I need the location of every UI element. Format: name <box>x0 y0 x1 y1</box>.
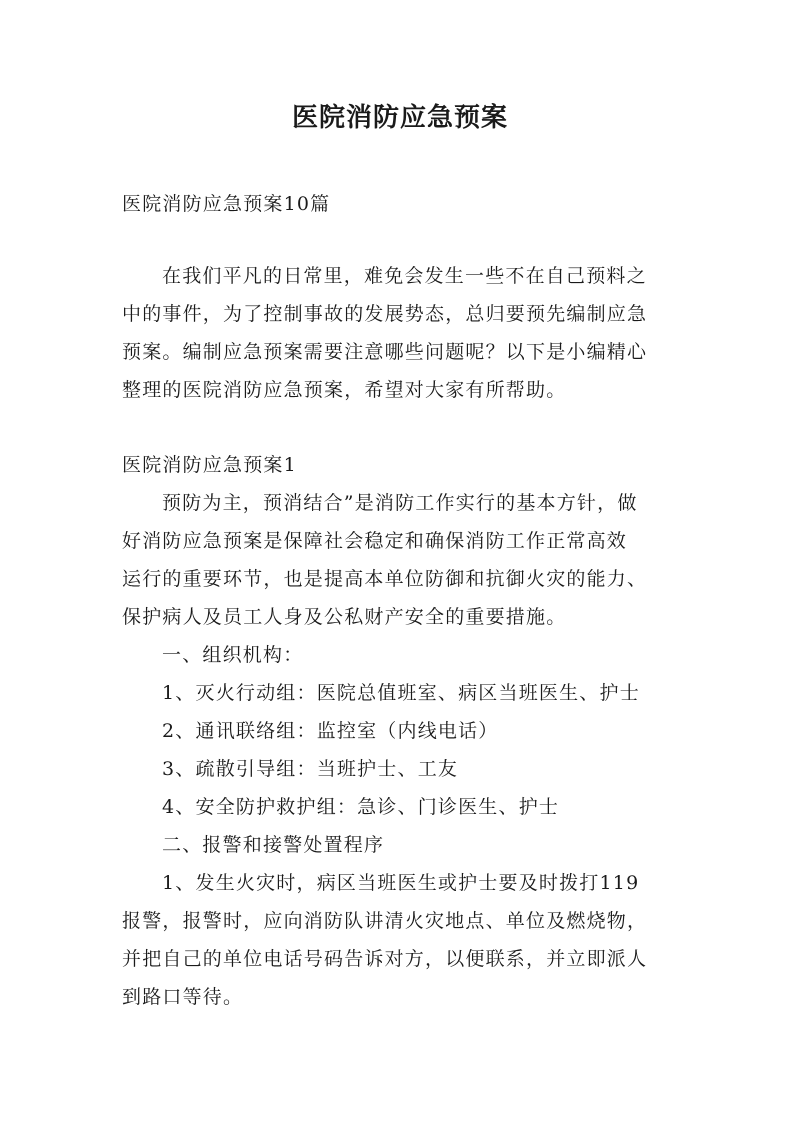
section-heading: 医院消防应急预案1 <box>122 454 297 476</box>
alarm-paragraph-line: 并把自己的单位电话号码告诉对方，以便联系，并立即派人 <box>122 948 648 970</box>
section-paragraph-line: 运行的重要环节，也是提高本单位防御和抗御火灾的能力、 <box>122 568 648 590</box>
intro-line: 预案。编制应急预案需要注意哪些问题呢？以下是小编精心 <box>122 341 648 363</box>
alarm-paragraph-line: 到路口等待。 <box>122 986 244 1008</box>
intro-line: 中的事件，为了控制事故的发展势态，总归要预先编制应急 <box>122 303 648 325</box>
org-heading: 一、组织机构： <box>162 644 304 666</box>
org-item: 1、灭火行动组：医院总值班室、病区当班医生、护士 <box>162 682 640 704</box>
section-paragraph-line: 预防为主，预消结合”是消防工作实行的基本方针，做 <box>162 492 638 514</box>
intro-line: 在我们平凡的日常里，难免会发生一些不在自己预料之 <box>162 265 647 287</box>
section-paragraph-line: 保护病人及员工人身及公私财产安全的重要措施。 <box>122 606 567 628</box>
org-item: 3、疏散引导组：当班护士、工友 <box>162 758 459 780</box>
document-title: 医院消防应急预案 <box>291 103 508 133</box>
org-item: 4、安全防护救护组：急诊、门诊医生、护士 <box>162 796 560 818</box>
org-item: 2、通讯联络组：监控室（内线电话） <box>162 720 499 742</box>
document-subtitle: 医院消防应急预案10篇 <box>122 193 331 215</box>
alarm-paragraph-line: 1、发生火灾时，病区当班医生或护士要及时拨打119 <box>162 872 640 894</box>
alarm-heading: 二、报警和接警处置程序 <box>162 834 385 856</box>
intro-line: 整理的医院消防应急预案，希望对大家有所帮助。 <box>122 379 567 401</box>
section-paragraph-line: 好消防应急预案是保障社会稳定和确保消防工作正常高效 <box>122 530 628 552</box>
alarm-paragraph-line: 报警，报警时，应向消防队讲清火灾地点、单位及燃烧物， <box>122 910 648 932</box>
